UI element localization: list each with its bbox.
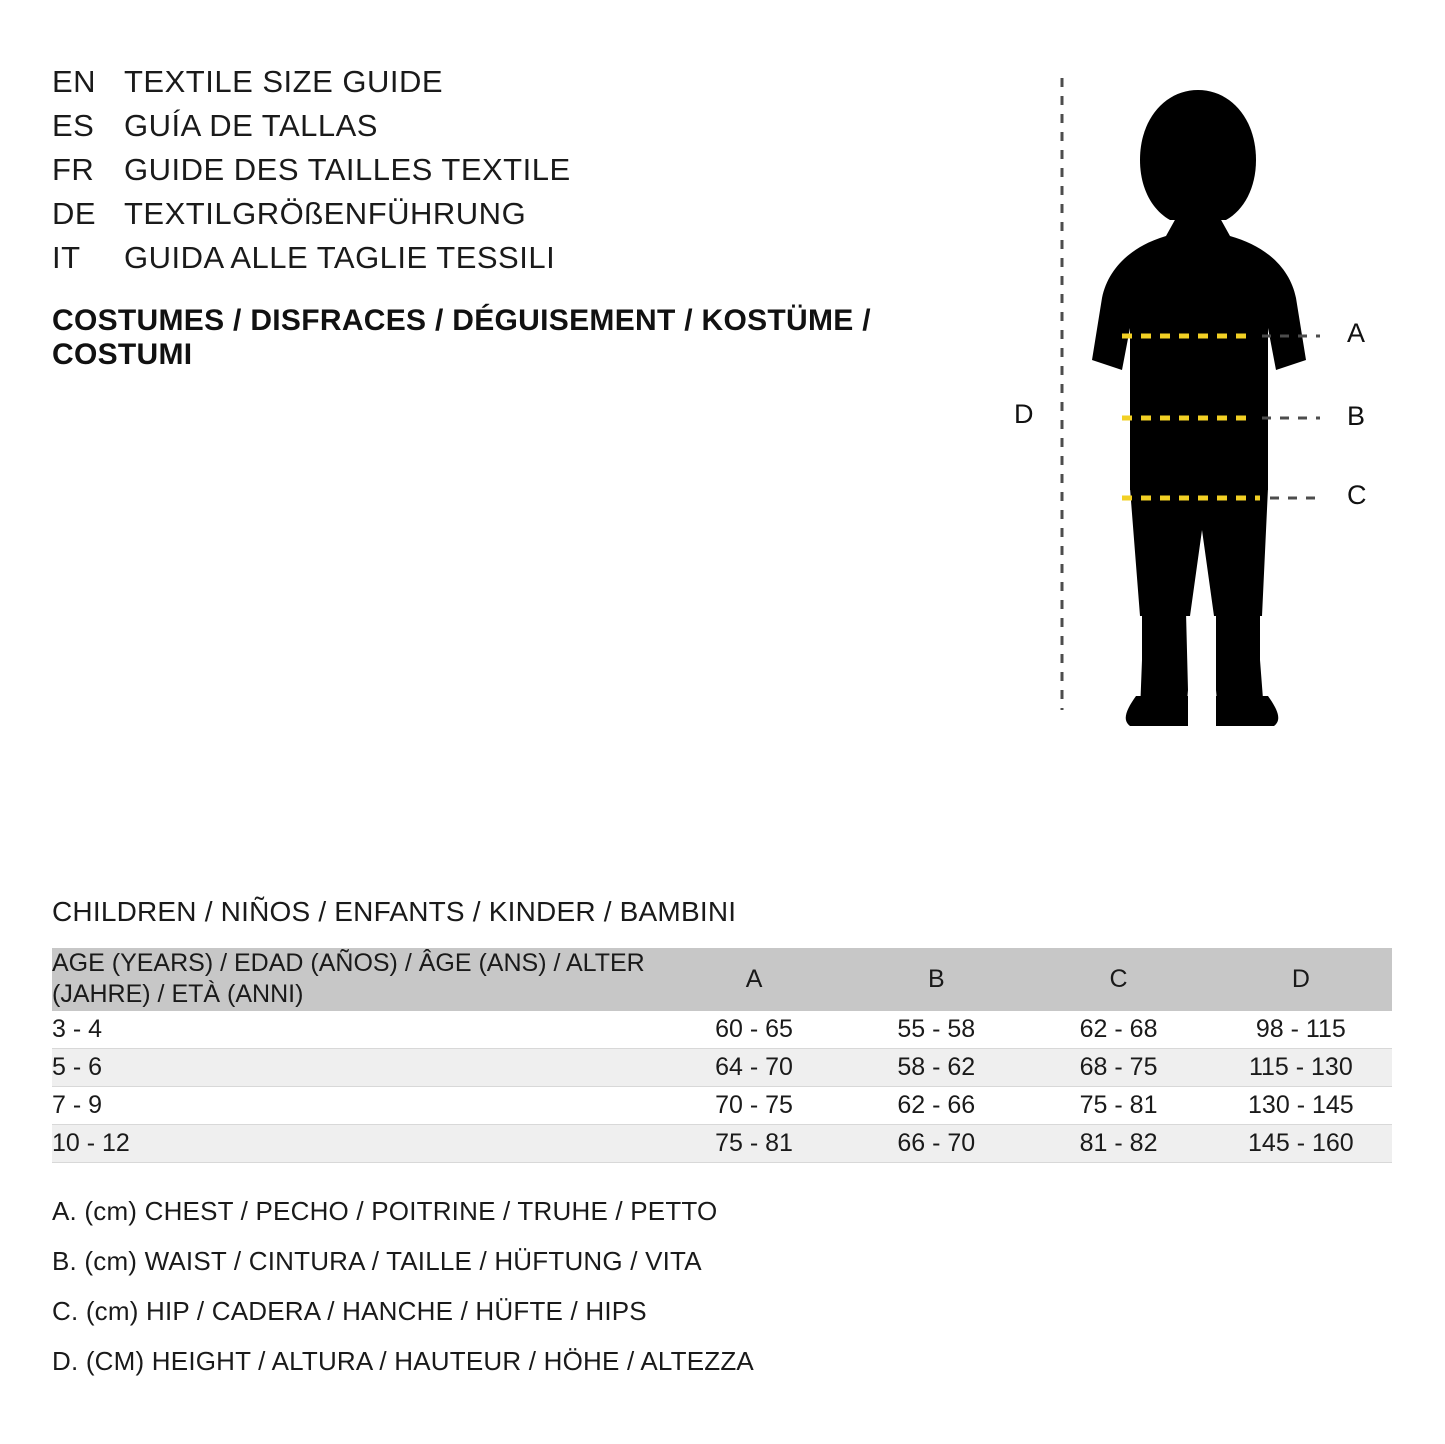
language-code: EN xyxy=(52,64,97,99)
silhouette-body xyxy=(1092,90,1306,726)
cell-height: 145 - 160 xyxy=(1248,1128,1354,1157)
table-row xyxy=(52,1124,1392,1162)
column-header-d: D xyxy=(1210,948,1392,1011)
legend-line-d: D. (CM) HEIGHT / ALTURA / HAUTEUR / HÖHE / ALTEZZA xyxy=(52,1346,754,1376)
language-title: TEXTILGRÖßENFÜHRUNG xyxy=(124,196,527,231)
table-row xyxy=(52,1011,1392,1049)
cell-chest: 75 - 81 xyxy=(715,1128,793,1157)
table-header xyxy=(52,948,1392,1011)
column-header-age: AGE (YEARS) / EDAD (AÑOS) / ÂGE (ANS) / ALTER (JAHRE) / ETÀ (ANNI) xyxy=(52,948,663,1011)
language-row-es xyxy=(52,108,972,144)
cell-height: 130 - 145 xyxy=(1248,1090,1354,1119)
column-header-b: B xyxy=(845,948,1027,1011)
child-silhouette-icon xyxy=(990,60,1410,740)
language-title: GUIDE DES TAILLES TEXTILE xyxy=(124,152,571,187)
cell-height: 115 - 130 xyxy=(1248,1052,1353,1081)
marker-label-c: C xyxy=(1347,480,1367,510)
table-row xyxy=(52,1048,1392,1086)
cell-height: 98 - 115 xyxy=(1255,1014,1346,1043)
size-table-section xyxy=(52,896,1392,1163)
cell-age: 3 - 4 xyxy=(52,1014,103,1043)
cell-waist: 58 - 62 xyxy=(897,1052,976,1081)
cell-age: 10 - 12 xyxy=(52,1128,130,1157)
category-line: COSTUMES / DISFRACES / DÉGUISEMENT / KOSTÜME / COSTUMI xyxy=(52,304,871,371)
cell-hip: 81 - 82 xyxy=(1079,1128,1158,1157)
cell-waist: 55 - 58 xyxy=(897,1014,976,1043)
cell-chest: 70 - 75 xyxy=(715,1090,793,1119)
column-header-c: C xyxy=(1027,948,1209,1011)
legend-line-a: A. (cm) CHEST / PECHO / POITRINE / TRUHE / PETTO xyxy=(52,1196,718,1226)
legend-line-c: C. (cm) HIP / CADERA / HANCHE / HÜFTE / HIPS xyxy=(52,1296,647,1326)
measurement-figure xyxy=(990,60,1410,740)
table-header-row xyxy=(52,948,1392,1011)
cell-hip: 68 - 75 xyxy=(1079,1052,1158,1081)
marker-label-b: B xyxy=(1347,401,1366,431)
cell-hip: 75 - 81 xyxy=(1079,1090,1158,1119)
cell-age: 5 - 6 xyxy=(52,1052,103,1081)
marker-label-a: A xyxy=(1347,318,1366,348)
cell-age: 7 - 9 xyxy=(52,1090,103,1119)
language-code: IT xyxy=(52,240,81,275)
cell-waist: 62 - 66 xyxy=(897,1090,976,1119)
language-row-fr xyxy=(52,152,972,188)
language-title: GUÍA DE TALLAS xyxy=(124,108,378,143)
table-row xyxy=(52,1086,1392,1124)
measurement-legend xyxy=(52,1196,1052,1396)
language-title: TEXTILE SIZE GUIDE xyxy=(124,64,444,99)
column-header-a: A xyxy=(663,948,845,1011)
table-body xyxy=(52,1011,1392,1163)
size-guide-header xyxy=(52,64,972,372)
language-row-en xyxy=(52,64,972,100)
table-title: CHILDREN / NIÑOS / ENFANTS / KINDER / BAMBINI xyxy=(52,896,737,927)
language-code: DE xyxy=(52,196,97,231)
language-title: GUIDA ALLE TAGLIE TESSILI xyxy=(124,240,556,275)
legend-line-b: B. (cm) WAIST / CINTURA / TAILLE / HÜFTUNG / VITA xyxy=(52,1246,702,1276)
size-table xyxy=(52,948,1392,1163)
cell-waist: 66 - 70 xyxy=(897,1128,976,1157)
marker-label-d: D xyxy=(1014,399,1034,429)
cell-chest: 60 - 65 xyxy=(715,1014,793,1043)
language-code: FR xyxy=(52,152,95,187)
language-row-it xyxy=(52,240,972,276)
language-code: ES xyxy=(52,108,95,143)
language-row-de xyxy=(52,196,972,232)
cell-hip: 62 - 68 xyxy=(1079,1014,1158,1043)
cell-chest: 64 - 70 xyxy=(715,1052,793,1081)
